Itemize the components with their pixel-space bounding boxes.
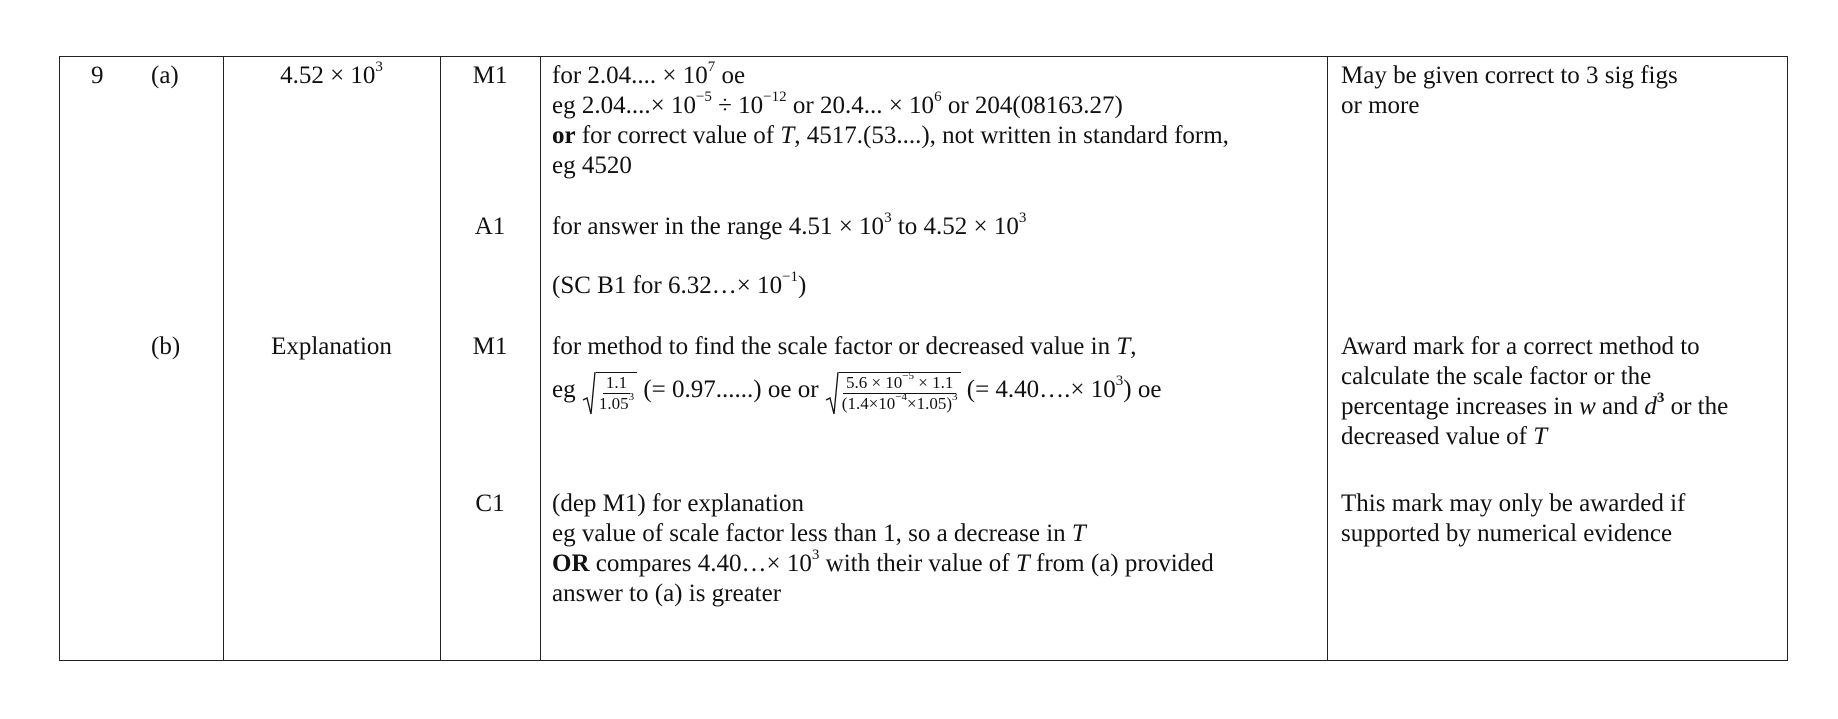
accuracy-line: for answer in the range $4.51 \times 10^3$ to $4.52 \times 10^3$ (552, 209, 1027, 240)
special-case-line: (SC B1 for 6.32…× $10^{-1}$) (552, 268, 807, 299)
square-root-expression: $\frac{5.6 \times 10^{-5} \times 1.1}{(1.4\times 10^{-4}\times 1.05)^3}$ (825, 366, 961, 416)
method-formula: eg $\frac{1.1}{1.05^3}$ (= 0.97......) oe or $\frac{5.6 \times 10^{-5} \times 1.1}{(1.4\times 10^{-4}\times 1.05)^3}$ (= 4.40….× $10^3$) oe (552, 365, 1161, 416)
method-line: or for correct value of T, 4517.(53....), not written in standard form, (552, 122, 1229, 149)
mark-code-a1: A1 (474, 213, 506, 240)
answer-b: Explanation (271, 333, 392, 360)
column-divider (540, 57, 541, 660)
guidance-note: May be given correct to 3 sig figs (1341, 62, 1678, 89)
mark-code-m1: M1 (472, 333, 508, 360)
method-line: eg $2.04....\times 10^{-5} \div 10^{-12}$ or 20.4... × $10^6$ or 204(08163.27) (552, 88, 1123, 119)
radical-sign-icon (582, 370, 596, 416)
guidance-note: Award mark for a correct method to (1341, 333, 1700, 360)
guidance-note: percentage increases in w and $d^3$ or the (1341, 389, 1729, 420)
method-line: for method to find the scale factor or decreased value in T, (552, 333, 1137, 360)
guidance-note: supported by numerical evidence (1341, 520, 1673, 547)
communication-line: OR compares 4.40…× $10^3$ with their value of T from (a) provided (552, 546, 1214, 577)
communication-line: eg value of scale factor less than 1, so a decrease in T (552, 520, 1086, 547)
guidance-note: or more (1341, 92, 1420, 119)
radical-sign-icon (825, 370, 839, 416)
communication-line: answer to (a) is greater (552, 580, 782, 607)
guidance-note: calculate the scale factor or the (1341, 363, 1652, 390)
method-line: for 2.04.... × $10^7$ oe (552, 58, 746, 89)
mark-scheme-table (59, 56, 1788, 661)
question-number: 9 (91, 62, 104, 89)
question-part-a: (a) (151, 62, 179, 89)
guidance-note: decreased value of T (1341, 423, 1548, 450)
method-line: eg 4520 (552, 152, 632, 179)
column-divider (1327, 57, 1328, 660)
square-root-expression: $\frac{1.1}{1.05^3}$ (582, 366, 637, 416)
question-part-b: (b) (151, 333, 181, 360)
mark-code-c1: C1 (475, 490, 505, 517)
answer-a: $4.52 \times 10^3$ (280, 58, 383, 89)
communication-line: (dep M1) for explanation (552, 490, 805, 517)
guidance-note: This mark may only be awarded if (1341, 490, 1686, 517)
mark-code-m1: M1 (472, 62, 508, 89)
